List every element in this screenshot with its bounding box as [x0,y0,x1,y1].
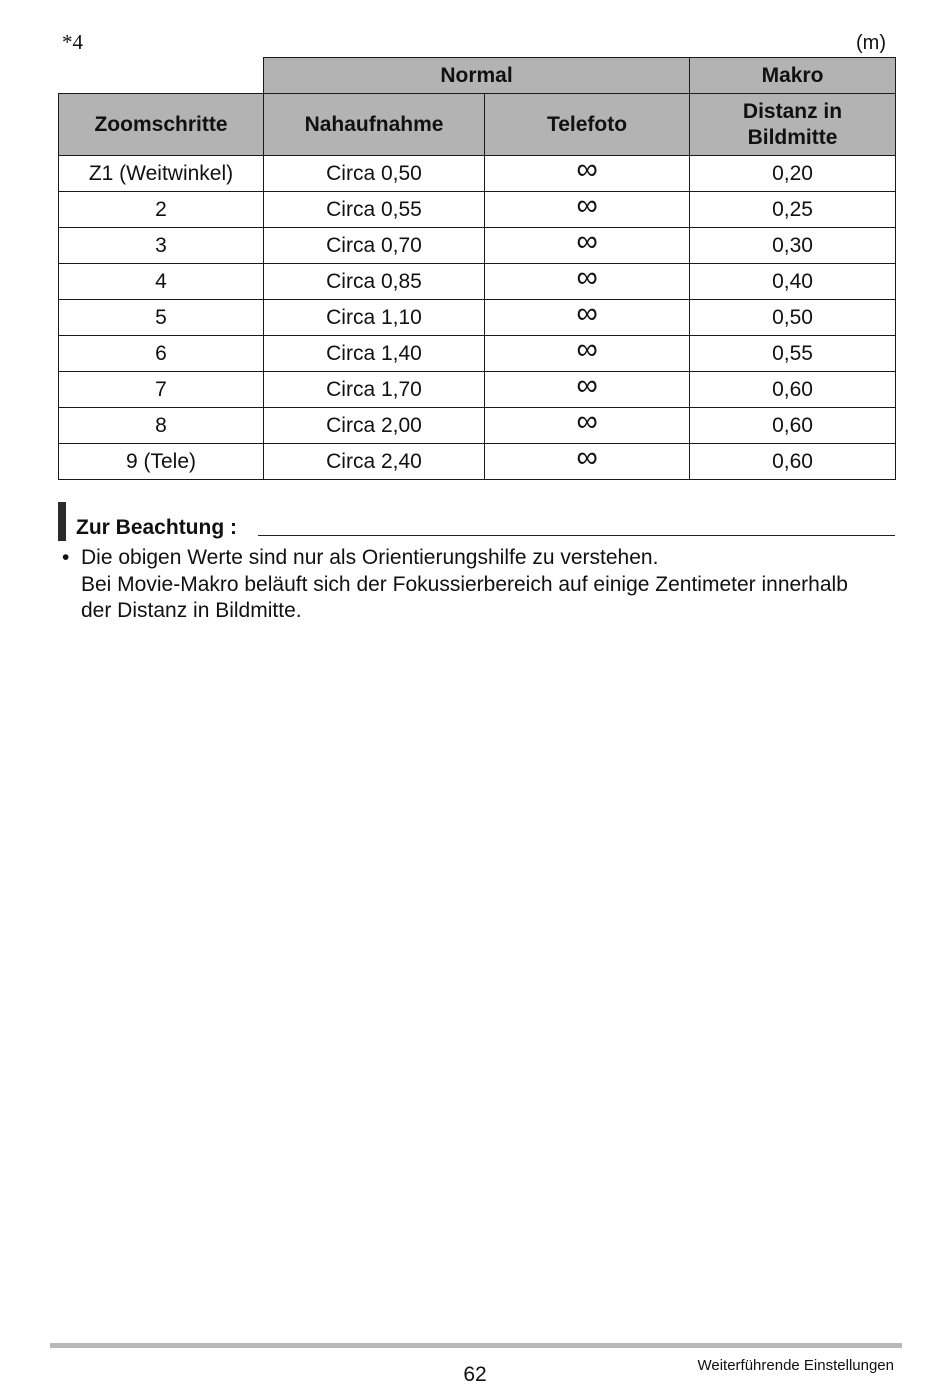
table-row [59,408,896,444]
unit-label: (m) [856,32,886,54]
group-header-makro: Makro [690,58,896,94]
table-row [59,264,896,300]
column-header-telefoto: Telefoto [485,94,690,156]
cell-zoom-step [59,300,264,336]
cell-value: Z1 (Weitwinkel) [88,161,234,185]
cell-value: Circa 2,40 [326,449,422,473]
table-row [59,444,896,480]
cell-value: 0,20 [772,161,813,185]
cell-value: Circa 1,10 [326,305,422,329]
cell-value: 2 [155,197,167,221]
cell-value: 9 (Tele) [125,449,197,473]
footnote-marker: *4 [62,30,83,54]
infinity-symbol: ∞ [576,297,598,330]
infinity-symbol: ∞ [576,333,598,366]
cell-zoom-step [59,264,264,300]
cell-value: 0,50 [772,305,813,329]
cell-zoom-step [59,408,264,444]
page-number: 62 [463,1363,487,1386]
cell-close-up [264,372,485,408]
cell-close-up [264,336,485,372]
note-heading: Zur Beachtung : [76,516,237,539]
table-row [59,192,896,228]
table-row [59,336,896,372]
infinity-symbol: ∞ [576,153,598,186]
footer-rule [50,1343,902,1348]
group-header-row [59,58,896,94]
table-row [59,228,896,264]
note-accent-bar [58,502,66,541]
cell-center-distance [690,408,896,444]
cell-center-distance [690,192,896,228]
cell-telephoto [485,333,690,372]
cell-value: Circa 0,70 [326,233,422,257]
infinity-symbol: ∞ [576,261,598,294]
cell-value: 0,60 [772,449,813,473]
note-heading-rule [258,535,895,536]
column-header-row [59,94,896,156]
infinity-symbol: ∞ [576,441,598,474]
bullet-icon: • [62,546,70,569]
cell-value: 0,60 [772,413,813,437]
cell-zoom-step [59,228,264,264]
cell-telephoto [485,189,690,228]
note-line: Bei Movie-Makro beläuft sich der Fokussierbereich auf einige Zentimeter innerhalb [81,572,848,596]
cell-telephoto [485,297,690,336]
cell-value: 0,55 [772,341,813,365]
cell-value: 8 [155,413,167,437]
table-row [59,300,896,336]
cell-telephoto [485,261,690,300]
cell-telephoto [485,369,690,408]
infinity-symbol: ∞ [576,225,598,258]
cell-value: Circa 0,55 [326,197,422,221]
cell-close-up [264,156,485,192]
cell-zoom-step [59,444,264,480]
footer-section-title: Weiterführende Einstellungen [697,1357,894,1374]
column-header-distanz: Distanz in Bildmitte [690,94,896,156]
cell-value: Circa 1,70 [326,377,422,401]
focus-range-table [58,57,896,480]
cell-center-distance [690,228,896,264]
cell-value: 0,40 [772,269,813,293]
cell-value: 7 [155,377,167,401]
cell-close-up [264,264,485,300]
cell-zoom-step [59,372,264,408]
cell-value: Circa 0,50 [326,161,422,185]
cell-value: 5 [155,305,167,329]
cell-value: Circa 0,85 [326,269,422,293]
column-header-nahaufnahme: Nahaufnahme [264,94,485,156]
note-line: Die obigen Werte sind nur als Orientierungshilfe zu verstehen. [81,546,659,569]
cell-center-distance [690,444,896,480]
cell-value: 4 [155,269,167,293]
note-section [58,502,895,542]
table-body [59,153,896,480]
cell-value: 3 [155,233,167,257]
cell-value: 6 [155,341,167,365]
cell-value: 0,60 [772,377,813,401]
cell-value: 0,25 [772,197,813,221]
cell-center-distance [690,156,896,192]
cell-zoom-step [59,192,264,228]
cell-value: Circa 2,00 [326,413,422,437]
cell-center-distance [690,264,896,300]
cell-telephoto [485,405,690,444]
infinity-symbol: ∞ [576,405,598,438]
cell-telephoto [485,441,690,480]
infinity-symbol: ∞ [576,189,598,222]
note-line: der Distanz in Bildmitte. [81,599,302,622]
infinity-symbol: ∞ [576,369,598,402]
cell-zoom-step [59,156,264,192]
cell-value: 0,30 [772,233,813,257]
note-list [62,545,902,625]
cell-close-up [264,228,485,264]
cell-zoom-step [59,336,264,372]
header-spacer [59,58,264,94]
cell-close-up [264,192,485,228]
cell-telephoto [485,153,690,192]
table-row [59,156,896,192]
cell-close-up [264,408,485,444]
cell-value: Circa 1,40 [326,341,422,365]
cell-telephoto [485,225,690,264]
cell-close-up [264,444,485,480]
column-header-zoomschritte: Zoomschritte [59,94,264,156]
cell-center-distance [690,336,896,372]
table-row [59,372,896,408]
group-header-normal: Normal [264,58,690,94]
cell-close-up [264,300,485,336]
note-item [62,545,902,625]
cell-center-distance [690,372,896,408]
cell-center-distance [690,300,896,336]
